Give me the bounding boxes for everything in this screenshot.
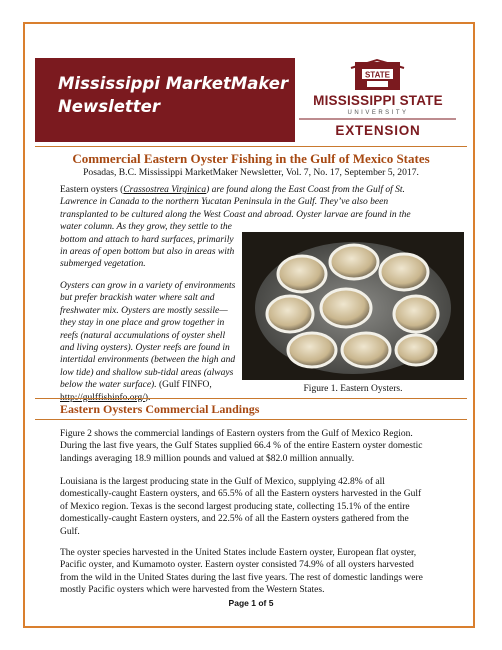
species-name: Crassostrea Virginica: [123, 185, 207, 195]
article-title: Commercial Eastern Oyster Fishing in the Gulf of Mexico States: [72, 151, 430, 166]
msu-seal-icon: [351, 60, 404, 90]
page-number: Page 1 of 5: [228, 598, 274, 608]
landings-paragraph: Figure 2 shows the commercial landings of Eastern oysters from the Gulf of Mexico Region. During the last five years, the Gulf States supplied 66.4 % of the entire Eastern oyster domestic landings averaging 18.9 million pounds and valued at $82.0 million annually.: [60, 429, 423, 464]
logo-state-text: STATE: [364, 70, 391, 80]
intro-paragraph: Eastern oysters (Crassostrea Virginica) are found along the East Coast from the Gulf of St. Lawrence in Canada to the northern Yucatan Peninsula in the Gulf. They’ve also been transplanted to be cultured along the West Coast and abroad. Oyster larvae are found in the water column. As they grow, they settle to the bottom and attach to hard surfaces, primarily in areas of open bottom but also in areas with submerged vegetation.: [60, 185, 411, 270]
logo-extension-text: EXTENSION: [335, 123, 421, 138]
section-divider: [35, 398, 467, 399]
eastern-oysters-photo: [242, 232, 464, 380]
newsletter-title: [58, 72, 298, 118]
logo-university-subtitle: UNIVERSITY: [347, 110, 409, 116]
newsletter-title-line2: Newsletter: [58, 97, 161, 116]
header-divider: [35, 146, 467, 147]
species-paragraph: The oyster species harvested in the United States include Eastern oyster, European flat oyster, Pacific oyster, and Kumamoto oyster. Eastern oyster consisted 74.9% of all oysters harvested from the wild in the United States during the last five years. The rest of domestic landings were mostly Pacific oysters which were harvested from the Western States.: [60, 548, 423, 596]
louisiana-paragraph: Louisiana is the largest producing state in the Gulf of Mexico, supplying 42.8% of all domestically-caught Eastern oysters, and 65.5% of all the Eastern oysters harvested in the Gulf of Mexico region. Texas is the second largest producing state, collecting 15.1% of the entire domestically-caught Eastern oysters, and 22.5% of all the Eastern oysters gathered from the Gulf.: [60, 477, 422, 537]
section-underline: [35, 419, 467, 420]
figure-caption: Figure 1. Eastern Oysters.: [303, 384, 403, 394]
habitat-paragraph: Oysters can grow in a variety of environments but prefer brackish water where salt and freshwater mix. Oysters are mostly sessile— they stay in one place and grow together in reefs (natural accumulations of oyster shell and living oysters). Oyster reefs are found in intertidal environments (between the high and low tide) and shallow sub-tidal areas (always below the water surface). (Gulf FINFO,: [60, 280, 240, 404]
logo-university-name: MISSISSIPPI STATE: [313, 93, 443, 108]
article-citation: Posadas, B.C. Mississippi MarketMaker Newsletter, Vol. 7, No. 17, September 5, 2017.: [83, 167, 419, 178]
section-title: Eastern Oysters Commercial Landings: [60, 402, 260, 416]
newsletter-title-line1: Mississippi MarketMaker: [58, 74, 289, 93]
